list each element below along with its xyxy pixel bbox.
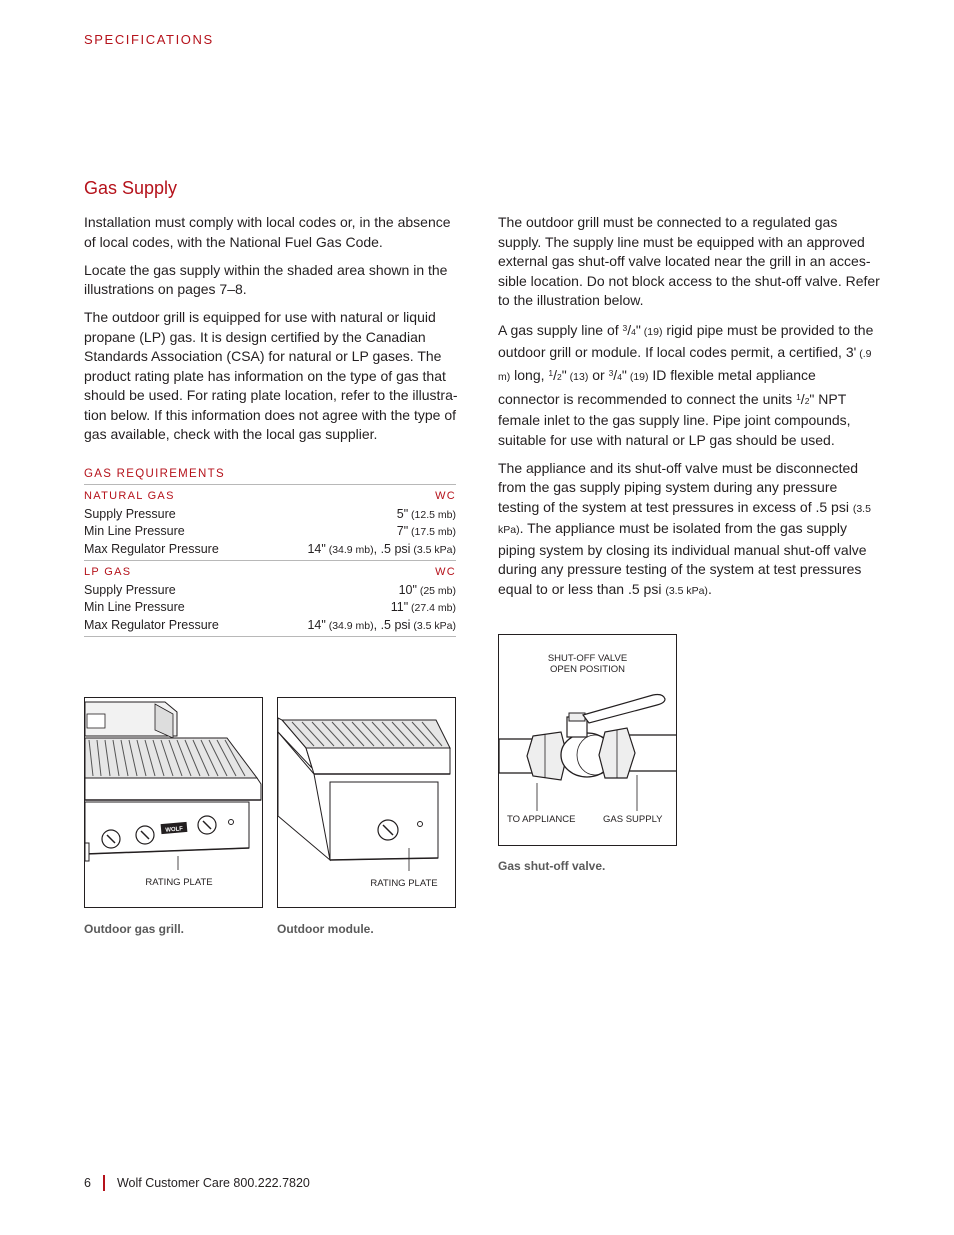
page-footer: [84, 1175, 310, 1191]
footer-contact: Wolf Customer Care 800.222.7820: [116, 1176, 310, 1190]
gas-requirements-table: [84, 468, 456, 637]
paragraph: The outdoor grill is equipped for use with natural or liquid propane (LP) gas. It is design certified by the Canadian Standards Association (CSA) for natural or LP gases. The product rating plate has information on the type of gas that should be used. For rating plate location, refer to the illustra-tion below. If this information does not agree with the type of gas available, check with the local gas supplier.: [84, 309, 458, 442]
footer-divider: [103, 1175, 105, 1191]
paragraph: Installation must comply with local codes or, in the absence of local codes, with the National Fuel Gas Code.: [84, 214, 451, 250]
figure-caption: Gas shut-off valve.: [498, 859, 606, 873]
to-appliance-label: TO APPLIANCE: [507, 814, 576, 825]
table-title: GAS REQUIREMENTS: [84, 468, 225, 480]
rating-plate-label: RATING PLATE: [145, 877, 213, 888]
module-illustration: [278, 698, 455, 907]
paragraph: The outdoor grill must be connected to a regulated gas supply. The supply line must be equipped with an approved external gas shut-off valve located near the grill in an acces-sible location. Do not block access to the shut-off valve. Refer to the illustration below.: [498, 214, 880, 308]
page-heading: Gas Supply: [84, 178, 178, 198]
grill-illustration: [85, 698, 262, 907]
left-column: [84, 213, 464, 453]
table-row: Min Line Pressure 11" (27.4 mb): [84, 600, 456, 614]
wolf-logo: WOLF: [165, 826, 184, 834]
table-row: Min Line Pressure 7" (17.5 mb): [84, 524, 456, 538]
module-figure: [277, 697, 456, 908]
section-label: SPECIFICATIONS: [84, 32, 214, 47]
paragraph: The appliance and its shut-off valve must be disconnected from the gas supply piping system during any pressure testing of the system at test pressures in excess of .5 psi (3.5 kPa). The appliance must be isolated from the gas supply piping system by closing its individual manual shut-off valve during any pressure testing of the system at test pressures equal to or less than .5 psi (3.5 kPa).: [498, 459, 871, 597]
valve-position-label: SHUT-OFF VALVE OPEN POSITION: [547, 653, 628, 675]
table-group-header: NATURAL GAS WC: [84, 490, 456, 502]
table-row: Max Regulator Pressure 14" (34.9 mb), .5 psi (3.5 kPa): [84, 541, 456, 556]
paragraph: A gas supply line of $^3$/4" (19) rigid pipe must be provided to the outdoor grill or module. If local codes permit, a certified, 3' (.9 m) long, $^1$/2" (13) or $^3$/4" (19) ID flexible metal appliance connector is recommended to connect the units $^1$/2" NPT female inlet to the gas supply line. Pipe joint compounds, suitable for use with natural or LP gas should be used.: [498, 322, 874, 448]
gas-supply-label: GAS SUPPLY: [603, 814, 663, 825]
valve-figure: [498, 634, 677, 846]
rating-plate-label: RATING PLATE: [370, 878, 438, 889]
page-number: 6: [84, 1176, 91, 1190]
natural-gas-group: [84, 485, 456, 560]
table-group-header: LP GAS WC: [84, 566, 456, 578]
figure-caption: Outdoor module.: [277, 922, 374, 936]
figure-caption: Outdoor gas grill.: [84, 922, 185, 936]
right-column: [498, 213, 880, 610]
table-row: Max Regulator Pressure 14" (34.9 mb), .5 psi (3.5 kPa): [84, 617, 456, 632]
table-row: Supply Pressure 10" (25 mb): [84, 582, 456, 597]
lp-gas-group: [84, 561, 456, 636]
paragraph: Locate the gas supply within the shaded area shown in the illustrations on pages 7–8.: [84, 261, 448, 297]
grill-figure: [84, 697, 263, 908]
table-row: Supply Pressure 5" (12.5 mb): [84, 506, 456, 521]
